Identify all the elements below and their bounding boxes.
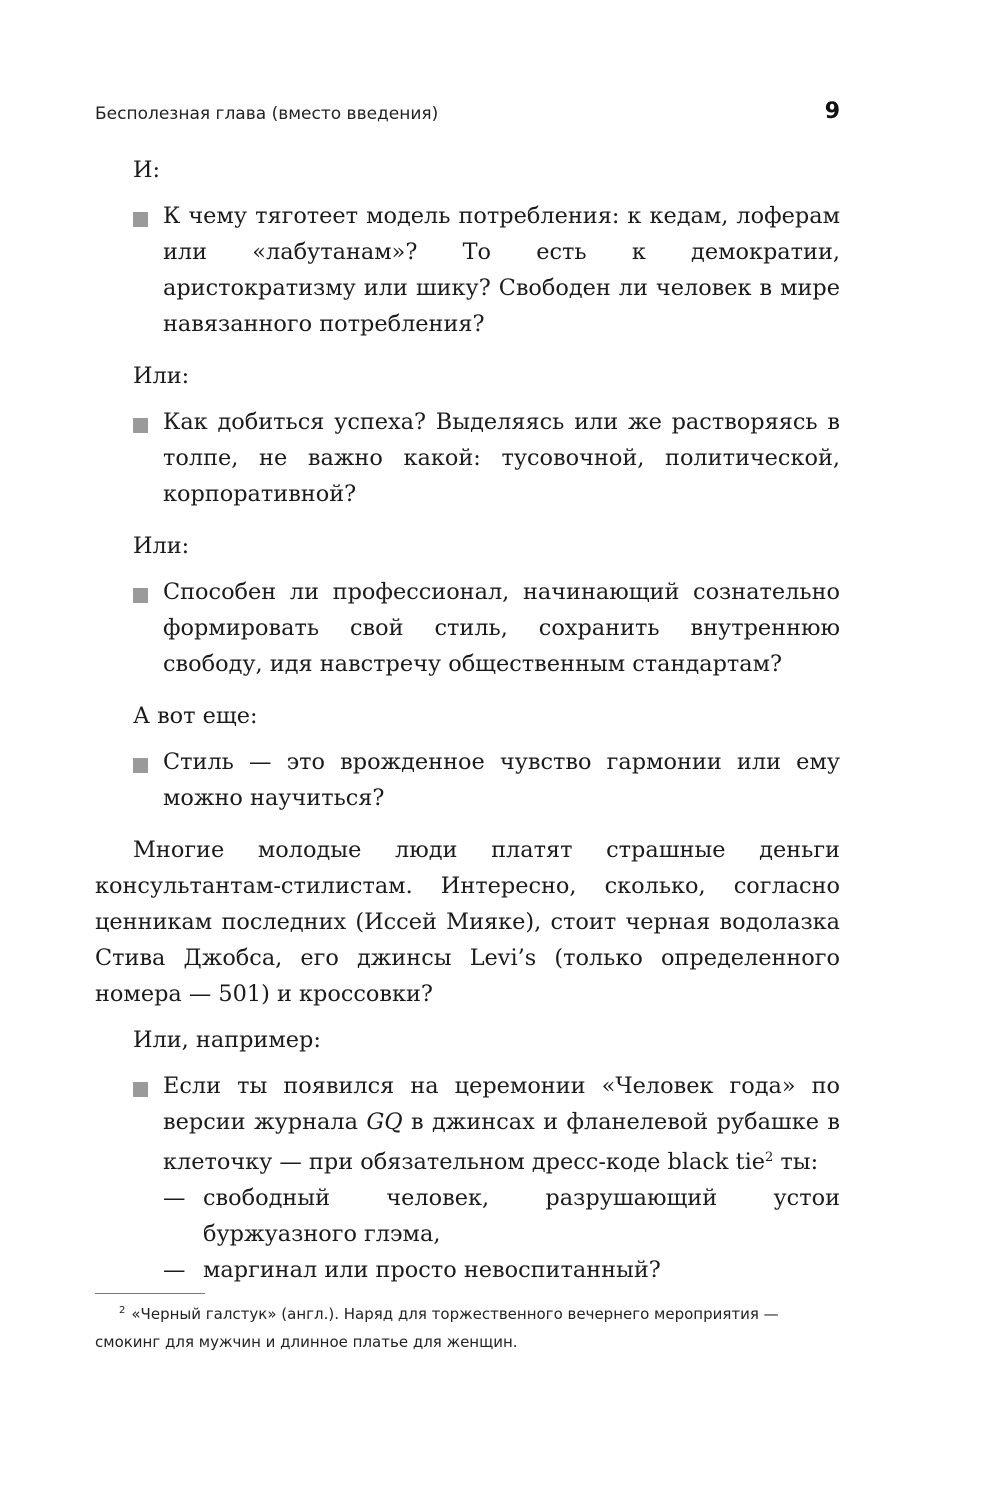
bullet-item-5 — [95, 1068, 840, 1180]
bullet-item-2 — [95, 404, 840, 512]
square-bullet-icon — [133, 212, 148, 227]
body-text — [95, 152, 840, 1288]
em-dash-marker: — — [163, 1185, 186, 1211]
bullet-text-5-tail: ты: — [773, 1149, 819, 1175]
square-bullet-icon — [133, 418, 148, 433]
bullet-item-1 — [95, 198, 840, 342]
footnote — [95, 1297, 840, 1356]
lead-line-5: Или, например: — [133, 1027, 321, 1053]
em-dash-marker: — — [163, 1257, 186, 1283]
lead-line-4: А вот еще: — [133, 703, 258, 729]
footnote-text: «Черный галстук» (англ.). Наряд для торжественного вечернего мероприятия — смокинг для мужчин и длинное платье для женщин. — [95, 1305, 779, 1351]
footnote-reference: 2 — [765, 1150, 774, 1165]
lead-line-2: Или: — [133, 363, 190, 389]
square-bullet-icon — [133, 1082, 148, 1097]
lead-line-3: Или: — [133, 533, 190, 559]
square-bullet-icon — [133, 758, 148, 773]
page-header — [95, 99, 840, 134]
bullet-item-4 — [95, 744, 840, 816]
body-paragraph: Многие молодые люди платят страшные деньги консультантам-стилистам. Интересно, сколько, согласно ценникам последних (Иссей Мияке), стоит черная водолазка Стива Джобса, его джинсы Levi’s (только определенного номера — 501) и кроссовки? — [95, 837, 840, 1007]
page-number: 9 — [824, 99, 840, 124]
bullet-text-3: Способен ли профессионал, начинающий сознательно формировать свой стиль, сохранить внутреннюю свободу, идя навстречу общественным стандартам? — [163, 579, 840, 677]
bullet-item-3 — [95, 574, 840, 682]
dash-item-2 — [95, 1252, 840, 1288]
lead-line-1: И: — [133, 157, 161, 183]
dash-text-1: свободный человек, разрушающий устои буржуазного глэма, — [203, 1185, 840, 1247]
bullet-text-4: Стиль — это врожденное чувство гармонии или ему можно научиться? — [163, 749, 840, 811]
square-bullet-icon — [133, 588, 148, 603]
bullet-text-1: К чему тяготеет модель потребления: к кедам, лоферам или «лабутанам»? То есть к демократии, аристократизму или шику? Свободен ли человек в мире навязанного потребления? — [163, 203, 840, 337]
bullet-text-5-after: в джинсах и фланелевой рубашке в клеточку — при обязательном дресс-коде black tie — [163, 1109, 840, 1175]
dash-item-1 — [95, 1180, 840, 1252]
magazine-name: GQ — [366, 1109, 403, 1135]
footnote-marker: 2 — [119, 1305, 126, 1316]
running-title: Бесполезная глава (вместо введения) — [95, 104, 439, 124]
footnote-divider — [95, 1293, 205, 1294]
bullet-text-2: Как добиться успеха? Выделяясь или же растворяясь в толпе, не важно какой: тусовочной, политической, корпоративной? — [163, 409, 840, 507]
bullet-text-5-before: Если ты появился на церемонии «Человек года» по версии журнала — [163, 1073, 840, 1135]
dash-text-2: маргинал или просто невоспитанный? — [203, 1257, 661, 1283]
